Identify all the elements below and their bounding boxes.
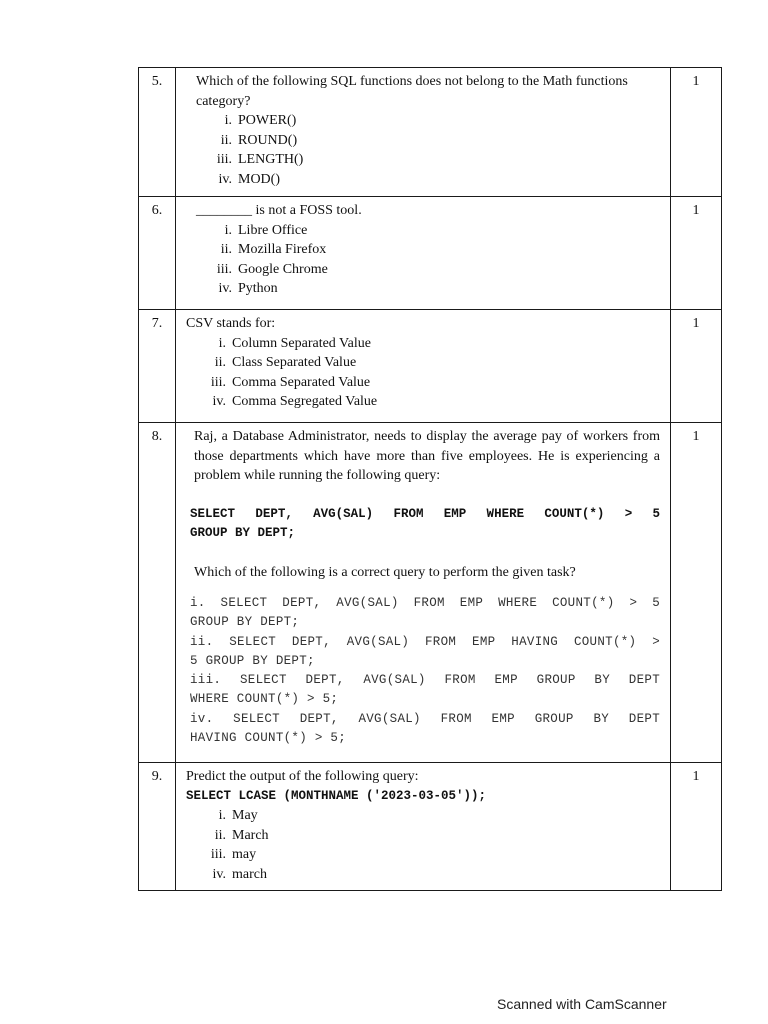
code-option-line: iv. SELECT DEPT, AVG(SAL) FROM EMP GROUP BY DEPT	[190, 711, 660, 726]
question-marks: 1	[671, 310, 722, 423]
option-item	[204, 170, 664, 190]
code-option	[190, 594, 660, 633]
question-row-9	[139, 763, 722, 891]
option-item	[198, 865, 664, 885]
question-stem: Which of the following SQL functions does not belong to the Math functions category?	[196, 74, 628, 109]
option-list	[186, 111, 664, 189]
option-label: ii.	[214, 827, 226, 843]
code-option-line: 5 GROUP BY DEPT;	[190, 653, 315, 668]
question-stem: CSV stands for:	[186, 316, 276, 331]
option-label: iii.	[216, 152, 232, 167]
option-label: ii.	[214, 355, 226, 370]
option-label: i.	[224, 113, 232, 128]
question-stem: ________ is not a FOSS tool.	[196, 203, 362, 218]
option-item	[204, 240, 664, 260]
option-text: Comma Segregated Value	[232, 394, 378, 409]
option-label: iv.	[212, 866, 226, 882]
question-body	[176, 197, 671, 310]
option-item	[198, 353, 664, 373]
option-label: iii.	[210, 374, 226, 390]
code-option-line: iii. SELECT DEPT, AVG(SAL) FROM EMP GROUP BY DEPT	[190, 673, 660, 688]
option-item	[204, 131, 664, 151]
question-prompt: Which of the following is a correct query to perform the given task?	[194, 564, 576, 580]
question-table	[138, 67, 722, 891]
question-stem: Raj, a Database Administrator, needs to display the average pay of workers from those departments which have more than five employees. He is experiencing a problem while running the following query:	[194, 429, 660, 483]
question-body	[176, 310, 671, 423]
option-item	[198, 845, 664, 865]
question-marks: 1	[671, 68, 722, 197]
question-body	[176, 423, 671, 763]
option-text: Mozilla Firefox	[238, 242, 327, 257]
question-row-6	[139, 197, 722, 310]
option-text: ROUND()	[238, 132, 298, 148]
option-item	[204, 221, 664, 241]
option-item	[204, 260, 664, 280]
code-option-line: HAVING COUNT(*) > 5;	[190, 731, 347, 746]
question-marks: 1	[671, 423, 722, 763]
option-text: March	[232, 827, 269, 843]
option-label: iv.	[212, 394, 226, 409]
option-item	[198, 334, 664, 354]
option-item	[204, 111, 664, 131]
question-number: 8.	[139, 423, 176, 763]
question-row-7	[139, 310, 722, 423]
option-label: ii.	[220, 132, 232, 148]
option-text: Comma Separated Value	[232, 374, 371, 390]
option-item	[204, 150, 664, 170]
option-list	[186, 221, 664, 299]
question-body	[176, 763, 671, 891]
option-text: Google Chrome	[238, 261, 328, 277]
option-text: march	[232, 866, 267, 882]
code-option	[190, 710, 660, 749]
option-text: Column Separated Value	[232, 335, 371, 351]
code-option-line: GROUP BY DEPT;	[190, 615, 300, 630]
option-label: i.	[218, 335, 226, 351]
question-number: 9.	[139, 763, 176, 891]
option-label: i.	[224, 222, 232, 238]
code-option	[190, 633, 660, 672]
option-label: iii.	[210, 847, 226, 862]
option-text: LENGTH()	[238, 152, 304, 167]
question-number: 5.	[139, 68, 176, 197]
option-text: MOD()	[238, 171, 280, 187]
option-item	[198, 392, 664, 412]
question-stem: Predict the output of the following query:	[186, 769, 419, 784]
scanner-watermark: Scanned with CamScanner	[497, 996, 667, 1012]
option-label: iv.	[218, 281, 232, 296]
question-body	[176, 68, 671, 197]
option-list	[186, 806, 664, 884]
option-item	[204, 279, 664, 299]
query-text: SELECT LCASE (MONTHNAME ('2023-03-05'));	[186, 788, 487, 803]
option-text: may	[232, 847, 257, 862]
option-text: May	[232, 808, 258, 823]
option-text: POWER()	[238, 113, 297, 128]
option-item	[198, 826, 664, 846]
question-row-8	[139, 423, 722, 763]
question-number: 7.	[139, 310, 176, 423]
option-label: iv.	[218, 171, 232, 187]
option-text: Python	[238, 281, 278, 296]
code-option-line: ii. SELECT DEPT, AVG(SAL) FROM EMP HAVING COUNT(*) >	[190, 634, 660, 649]
option-list	[186, 334, 664, 412]
option-text: Libre Office	[238, 222, 308, 238]
question-row-5	[139, 68, 722, 197]
question-marks: 1	[671, 197, 722, 310]
question-marks: 1	[671, 763, 722, 891]
faulty-query-line: GROUP BY DEPT;	[190, 526, 296, 540]
option-label: i.	[218, 808, 226, 823]
code-option-line: i. SELECT DEPT, AVG(SAL) FROM EMP WHERE COUNT(*) > 5	[190, 596, 660, 610]
question-number: 6.	[139, 197, 176, 310]
faulty-query-line: SELECT DEPT, AVG(SAL) FROM EMP WHERE COUNT(*) > 5	[190, 506, 660, 521]
option-item	[198, 806, 664, 826]
option-label: iii.	[216, 261, 232, 277]
code-option	[190, 671, 660, 710]
option-label: ii.	[220, 242, 232, 257]
code-option-line: WHERE COUNT(*) > 5;	[190, 692, 339, 707]
option-text: Class Separated Value	[232, 355, 357, 370]
option-item	[198, 373, 664, 393]
